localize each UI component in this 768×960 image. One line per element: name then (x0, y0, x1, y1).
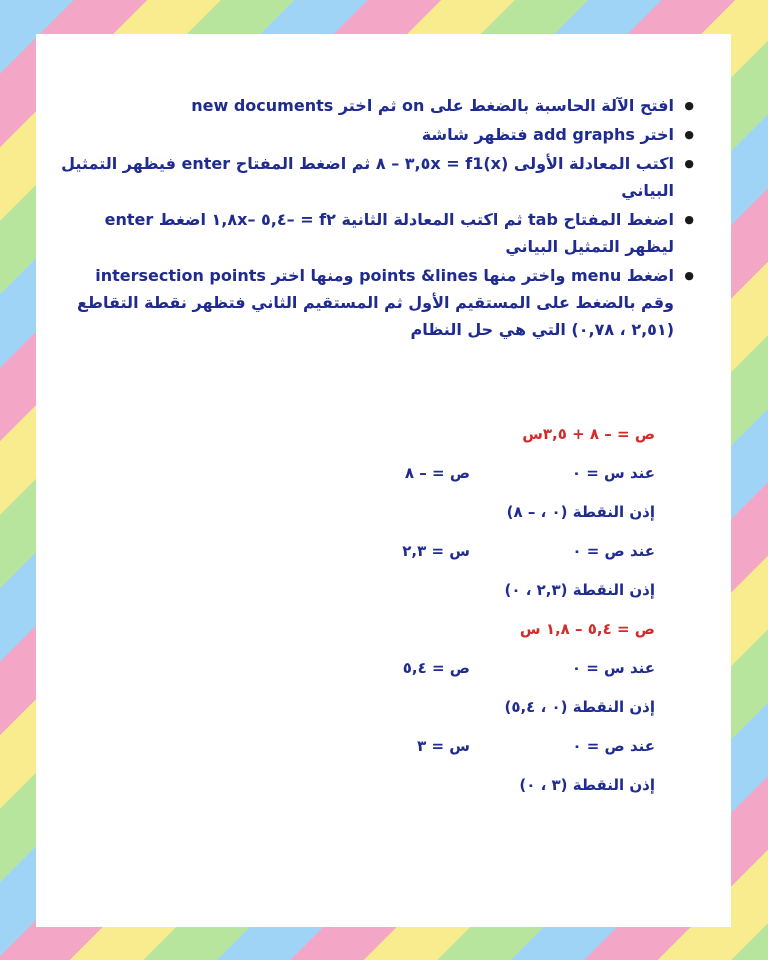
step-item: ● اضغط المفتاح tab ثم اكتب المعادلة الثانية f٢ = –٥,٤ –١,٨x اضغط enter ليظهر التمثيل البياني (60, 206, 696, 260)
eq1-point2-text: إذن النقطة (٢,٣ ، ٠) (504, 581, 655, 599)
eq2-y0-row (200, 737, 655, 776)
eq2-x0-label: عند س = ٠ (571, 659, 655, 677)
step-item: ● اكتب المعادلة الأولى f1(x) = ٣,٥x – ٨ ثم اضغط المفتاح enter فيظهر التمثيل البياني (60, 150, 696, 204)
step-item: ● اختر add graphs فتظهر شاشة (60, 121, 696, 148)
eq1-point1 (200, 503, 655, 542)
eq2-y0-value: س = ٣ (417, 737, 470, 755)
eq2-point2 (200, 776, 655, 815)
eq2-point1-text: إذن النقطة (٠ ، ٥,٤) (504, 698, 655, 716)
eq1-y0-value: س = ٢,٣ (402, 542, 470, 560)
eq2-y0-label: عند ص = ٠ (572, 737, 655, 755)
eq1-x0-row (200, 464, 655, 503)
eq2-x0-row (200, 659, 655, 698)
equation-1-text: ص = – ٨ + ٣,٥س (522, 425, 655, 443)
eq1-point1-text: إذن النقطة (٠ ، – ٨) (506, 503, 655, 521)
solution-section (200, 425, 655, 815)
equation-2 (200, 620, 655, 659)
eq2-point2-text: إذن النقطة (٣ ، ٠) (519, 776, 655, 794)
equation-2-text: ص = ٥,٤ – ١,٨ س (519, 620, 655, 638)
step-item: ● اضغط menu واختر منها points &lines ومنها اختر intersection points وقم بالضغط على المستقيم الأول ثم المستقيم الثاني فتظهر نقطة التقاطع (٢,٥١ ، ٠,٧٨) التي هي حل النظام (60, 262, 696, 343)
eq2-x0-value: ص = ٥,٤ (402, 659, 470, 677)
eq1-y0-label: عند ص = ٠ (572, 542, 655, 560)
equation-1 (200, 425, 655, 464)
eq2-point1 (200, 698, 655, 737)
steps-section (60, 92, 696, 345)
steps-list (60, 92, 696, 343)
eq1-x0-value: ص = – ٨ (404, 464, 470, 482)
eq1-x0-label: عند س = ٠ (571, 464, 655, 482)
eq1-y0-row (200, 542, 655, 581)
step-item: ● افتح الآلة الحاسبة بالضغط على on ثم اختر new documents (60, 92, 696, 119)
eq1-point2 (200, 581, 655, 620)
